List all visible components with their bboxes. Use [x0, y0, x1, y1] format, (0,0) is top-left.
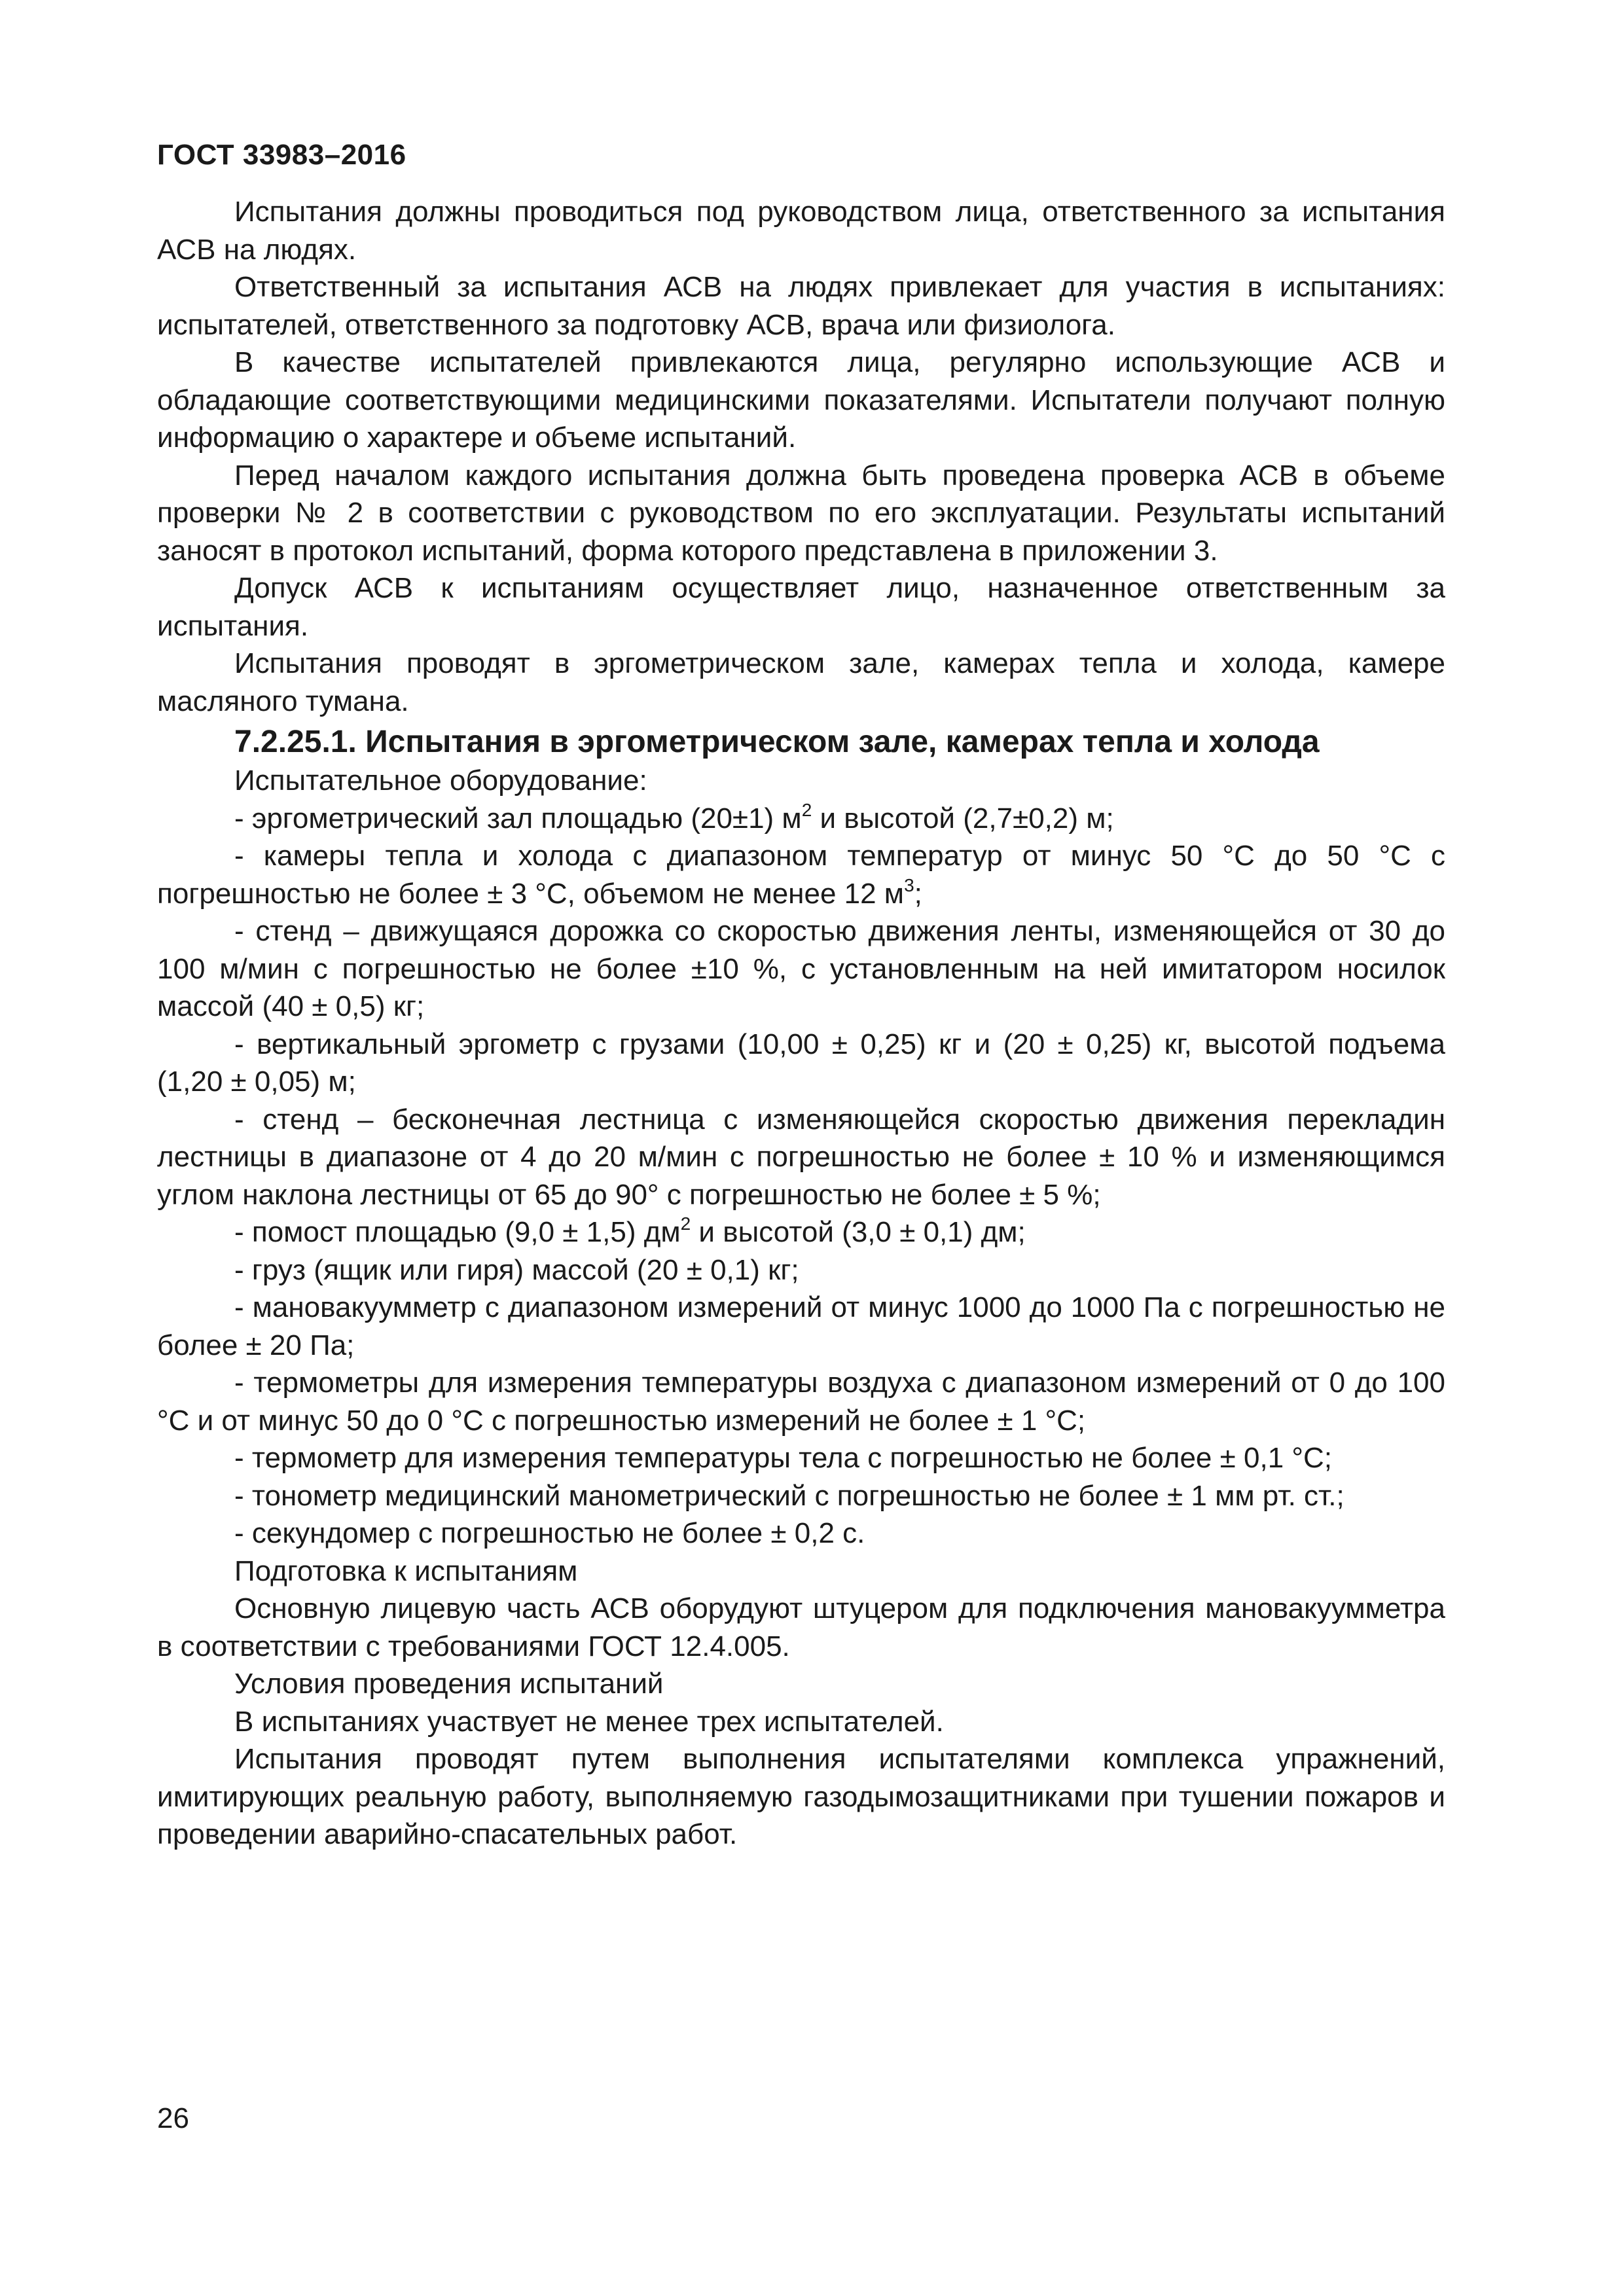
subheading-preparation: Подготовка к испытаниям [234, 1554, 578, 1587]
equipment-item: - стенд – движущаяся дорожка со скоростью движения ленты, изменяющейся от 30 до 100 м/мин с погрешностью не более ±10 %, с установленным на ней имитатором носилок массой (40 ± 0,5) кг; [157, 915, 1445, 1022]
equipment-item-text: - помост площадью (9,0 ± 1,5) дм [234, 1216, 681, 1248]
equipment-intro: Испытательное оборудование: [234, 764, 647, 797]
superscript: 2 [801, 799, 812, 820]
paragraph: Испытания проводят путем выполнения испытателями комплекса упражнений, имитирующих реальную работу, выполняемую газодымозащитниками при тушении пожаров и проведении аварийно-спасательных работ. [157, 1743, 1445, 1850]
equipment-item: - термометры для измерения температуры воздуха с диапазоном измерений от 0 до 100 °С и от минус 50 до 0 °С с погрешностью измерений не более ± 1 °С; [157, 1367, 1445, 1437]
equipment-item [157, 837, 1445, 912]
equipment-item: - груз (ящик или гиря) массой (20 ± 0,1) кг; [234, 1253, 799, 1286]
section-heading: 7.2.25.1. Испытания в эргометрическом зале, камерах тепла и холода [234, 725, 1320, 759]
equipment-item: - секундомер с погрешностью не более ± 0,2 с. [234, 1517, 865, 1549]
superscript: 3 [904, 874, 914, 895]
equipment-item [157, 800, 1445, 838]
paragraph: Основную лицевую часть АСВ оборудуют штуцером для подключения мановакуумметра в соответствии с требованиями ГОСТ 12.4.005. [157, 1592, 1445, 1662]
equipment-item: - стенд – бесконечная лестница с изменяющейся скоростью движения перекладин лестницы в диапазоне от 4 до 20 м/мин с погрешностью не более ± 10 % и изменяющимся углом наклона лестницы от 65 до 90° с погрешностью не более ± 5 %; [157, 1103, 1445, 1211]
equipment-item [157, 1213, 1445, 1251]
paragraph: В испытаниях участвует не менее трех испытателей. [234, 1705, 944, 1738]
equipment-item-text: - эргометрический зал площадью (20±1) м [234, 802, 802, 834]
equipment-item-text: ; [914, 877, 922, 910]
paragraph: Испытания должны проводиться под руководством лица, ответственного за испытания АСВ на людях. [157, 196, 1445, 266]
paragraph: Ответственный за испытания АСВ на людях привлекает для участия в испытаниях: испытателей, ответственного за подготовку АСВ, врача или физиолога. [157, 271, 1445, 341]
equipment-item: - мановакуумметр с диапазоном измерений от минус 1000 до 1000 Па с погрешностью не более ± 20 Па; [157, 1291, 1445, 1361]
paragraph: В качестве испытателей привлекаются лица, регулярно использующие АСВ и обладающие соответствующими медицинскими показателями. Испытатели получают полную информацию о характере и объеме испытаний. [157, 346, 1445, 454]
paragraph: Испытания проводят в эргометрическом зале, камерах тепла и холода, камере масляного тумана. [157, 647, 1445, 717]
document-code-header: ГОСТ 33983–2016 [157, 139, 406, 171]
page-number: 26 [157, 2102, 189, 2134]
equipment-item-text: - камеры тепла и холода с диапазоном температур от минус 50 °С до 50 °С с погрешностью не более ± 3 °С, объемом не менее 12 м [157, 840, 1445, 910]
equipment-item: - вертикальный эргометр с грузами (10,00 ± 0,25) кг и (20 ± 0,25) кг, высотой подъема (1,20 ± 0,05) м; [157, 1028, 1445, 1098]
equipment-item-text: и высотой (3,0 ± 0,1) дм; [691, 1216, 1026, 1248]
paragraph: Перед началом каждого испытания должна быть проведена проверка АСВ в объеме проверки № 2 в соответствии с руководством по его эксплуатации. Результаты испытаний заносят в протокол испытаний, форма которого представлена в приложении 3. [157, 459, 1445, 567]
paragraph: Допуск АСВ к испытаниям осуществляет лицо, назначенное ответственным за испытания. [157, 572, 1445, 642]
subheading-conditions: Условия проведения испытаний [234, 1668, 664, 1700]
superscript: 2 [680, 1213, 691, 1234]
page-body [157, 193, 1445, 1854]
equipment-item: - термометр для измерения температуры тела с погрешностью не более ± 0,1 °С; [234, 1442, 1332, 1474]
equipment-item: - тонометр медицинский манометрический с погрешностью не более ± 1 мм рт. ст.; [234, 1479, 1344, 1512]
equipment-item-text: и высотой (2,7±0,2) м; [812, 802, 1114, 834]
